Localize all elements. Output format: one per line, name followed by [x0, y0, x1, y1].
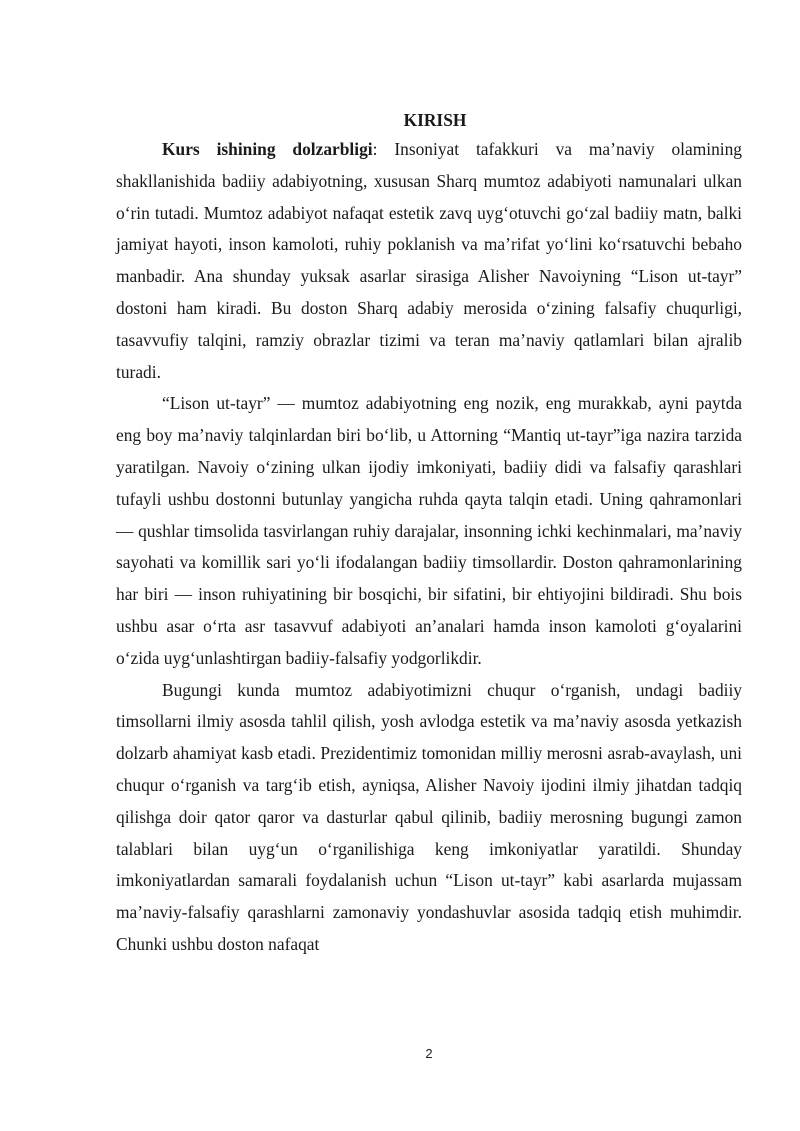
- section-title: KIRISH: [403, 110, 467, 130]
- document-body: [116, 106, 742, 961]
- paragraph-text: : Insoniyat tafakkuri va ma’naviy olamining shakllanishida badiiy adabiyotning, xususan Sharq mumtoz adabiyoti namunalari ulkan o‘rin tutadi. Mumtoz adabiyot nafaqat estetik zavq uyg‘otuvchi go‘zal badiiy matn, balki jamiyat hayoti, inson kamoloti, ruhiy poklanish va ma’rifat yo‘lini ko‘rsatuvchi bebaho manbadir. Ana shunday yuksak asarlar sirasiga Alisher Navoiyning “Lison ut-tayr” dostoni ham kiradi. Bu doston Sharq adabiy merosida o‘zining falsafiy chuqurligi, tasavvufiy talqini, ramziy obrazlar tizimi va teran ma’naviy qatlamlari bilan ajralib turadi.: [116, 139, 742, 382]
- paragraph-1: [116, 134, 742, 388]
- paragraph-lead: Kurs ishining dolzarbligi: [162, 139, 373, 159]
- page-number: 2: [425, 1046, 433, 1061]
- paragraph-2: “Lison ut-tayr” — mumtoz adabiyotning eng nozik, eng murakkab, ayni paytda eng boy ma’naviy talqinlardan biri bo‘lib, u Attorning “Mantiq ut-tayr”iga nazira tarzida yaratilgan. Navoiy o‘zining ulkan ijodiy imkoniyati, badiiy didi va falsafiy qarashlari tufayli ushbu dostonni butunlay yangicha ruhda qayta talqin etadi. Uning qahramonlari — qushlar timsolida tasvirlangan ruhiy darajalar, insonning ichki kechinmalari, ma’naviy sayohati va komillik sari yo‘li ifodalangan badiiy timsollardir. Doston qahramonlarining har biri — inson ruhiyatining bir bosqichi, bir sifatini, bir ehtiyojini bildiradi. Shu bois ushbu asar o‘rta asr tasavvuf adabiyoti an’analari hamda inson kamoloti g‘oyalarini o‘zida uyg‘unlashtirgan badiiy-falsafiy yodgorlikdir.: [116, 393, 742, 668]
- paragraph-3: Bugungi kunda mumtoz adabiyotimizni chuqur o‘rganish, undagi badiiy timsollarni ilmiy asosda tahlil qilish, yosh avlodga estetik va ma’naviy asosda yetkazish dolzarb ahamiyat kasb etadi. Prezidentimiz tomonidan milliy merosni asrab-avaylash, uni chuqur o‘rganish va targ‘ib etish, ayniqsa, Alisher Navoiy ijodini ilmiy jihatdan tadqiq qilishga doir qator qaror va dasturlar qabul qilinib, badiiy merosning bugungi zamon talablari bilan uyg‘un o‘rganilishiga keng imkoniyatlar yaratildi. Shunday imkoniyatlardan samarali foydalanish uchun “Lison ut-tayr” kabi asarlarda mujassam ma’naviy-falsafiy qarashlarni zamonaviy yondashuvlar asosida tadqiq etish muhimdir. Chunki ushbu doston nafaqat: [116, 679, 742, 954]
